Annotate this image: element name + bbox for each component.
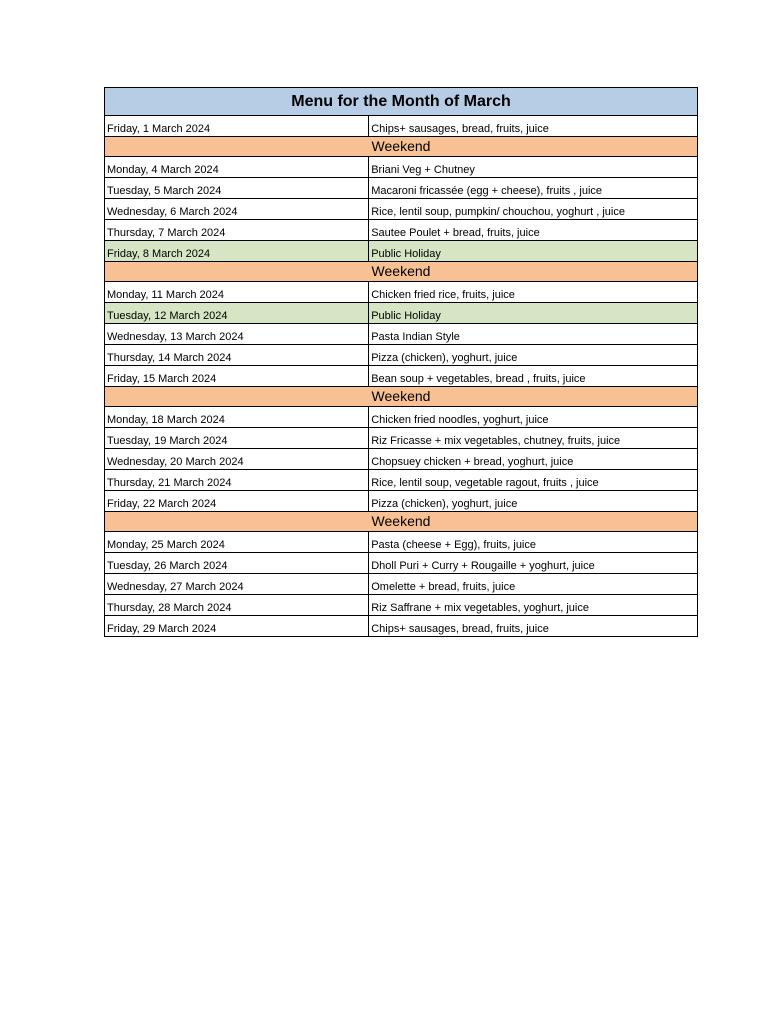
food-cell: Riz Fricasse + mix vegetables, chutney, fruits, juice [369, 428, 698, 449]
weekend-label: Weekend [105, 512, 698, 532]
food-cell: Pizza (chicken), yoghurt, juice [369, 345, 698, 366]
menu-day-row [105, 428, 698, 449]
food-cell: Rice, lentil soup, vegetable ragout, fruits , juice [369, 470, 698, 491]
food-cell: Rice, lentil soup, pumpkin/ chouchou, yoghurt , juice [369, 199, 698, 220]
food-cell: Sautee Poulet + bread, fruits, juice [369, 220, 698, 241]
holiday-row [105, 241, 698, 262]
menu-title-row [105, 88, 698, 116]
food-cell: Omelette + bread, fruits, juice [369, 574, 698, 595]
date-cell: Tuesday, 12 March 2024 [105, 303, 369, 324]
weekend-row [105, 262, 698, 282]
date-cell: Friday, 15 March 2024 [105, 366, 369, 387]
food-cell: Pizza (chicken), yoghurt, juice [369, 491, 698, 512]
date-cell: Wednesday, 13 March 2024 [105, 324, 369, 345]
date-cell: Monday, 4 March 2024 [105, 157, 369, 178]
food-cell: Chips+ sausages, bread, fruits, juice [369, 616, 698, 637]
weekend-label: Weekend [105, 387, 698, 407]
menu-day-row [105, 345, 698, 366]
date-cell: Monday, 25 March 2024 [105, 532, 369, 553]
food-cell: Dholl Puri + Curry + Rougaille + yoghurt, juice [369, 553, 698, 574]
date-cell: Friday, 22 March 2024 [105, 491, 369, 512]
menu-table-body [105, 88, 698, 637]
food-cell: Riz Saffrane + mix vegetables, yoghurt, juice [369, 595, 698, 616]
menu-day-row [105, 470, 698, 491]
menu-day-row [105, 616, 698, 637]
menu-day-row [105, 407, 698, 428]
date-cell: Wednesday, 6 March 2024 [105, 199, 369, 220]
date-cell: Monday, 18 March 2024 [105, 407, 369, 428]
weekend-row [105, 387, 698, 407]
date-cell: Thursday, 7 March 2024 [105, 220, 369, 241]
date-cell: Friday, 1 March 2024 [105, 116, 369, 137]
food-cell: Bean soup + vegetables, bread , fruits, juice [369, 366, 698, 387]
weekend-label: Weekend [105, 137, 698, 157]
menu-day-row [105, 199, 698, 220]
holiday-cell: Public Holiday [369, 241, 698, 262]
holiday-row [105, 303, 698, 324]
food-cell: Pasta Indian Style [369, 324, 698, 345]
menu-day-row [105, 220, 698, 241]
date-cell: Friday, 8 March 2024 [105, 241, 369, 262]
menu-day-row [105, 449, 698, 470]
food-cell: Chicken fried rice, fruits, juice [369, 282, 698, 303]
weekend-row [105, 137, 698, 157]
menu-day-row [105, 324, 698, 345]
menu-day-row [105, 282, 698, 303]
menu-table [104, 87, 698, 637]
date-cell: Tuesday, 26 March 2024 [105, 553, 369, 574]
menu-day-row [105, 553, 698, 574]
menu-day-row [105, 574, 698, 595]
menu-day-row [105, 491, 698, 512]
date-cell: Thursday, 14 March 2024 [105, 345, 369, 366]
food-cell: Chicken fried noodles, yoghurt, juice [369, 407, 698, 428]
date-cell: Thursday, 28 March 2024 [105, 595, 369, 616]
menu-day-row [105, 595, 698, 616]
date-cell: Friday, 29 March 2024 [105, 616, 369, 637]
menu-title: Menu for the Month of March [105, 88, 698, 116]
date-cell: Thursday, 21 March 2024 [105, 470, 369, 491]
holiday-cell: Public Holiday [369, 303, 698, 324]
menu-day-row [105, 366, 698, 387]
date-cell: Wednesday, 20 March 2024 [105, 449, 369, 470]
menu-day-row [105, 116, 698, 137]
date-cell: Tuesday, 19 March 2024 [105, 428, 369, 449]
food-cell: Pasta (cheese + Egg), fruits, juice [369, 532, 698, 553]
menu-day-row [105, 532, 698, 553]
weekend-label: Weekend [105, 262, 698, 282]
weekend-row [105, 512, 698, 532]
food-cell: Chips+ sausages, bread, fruits, juice [369, 116, 698, 137]
date-cell: Wednesday, 27 March 2024 [105, 574, 369, 595]
date-cell: Tuesday, 5 March 2024 [105, 178, 369, 199]
menu-day-row [105, 157, 698, 178]
food-cell: Briani Veg + Chutney [369, 157, 698, 178]
food-cell: Macaroni fricassée (egg + cheese), fruits , juice [369, 178, 698, 199]
menu-day-row [105, 178, 698, 199]
date-cell: Monday, 11 March 2024 [105, 282, 369, 303]
food-cell: Chopsuey chicken + bread, yoghurt, juice [369, 449, 698, 470]
